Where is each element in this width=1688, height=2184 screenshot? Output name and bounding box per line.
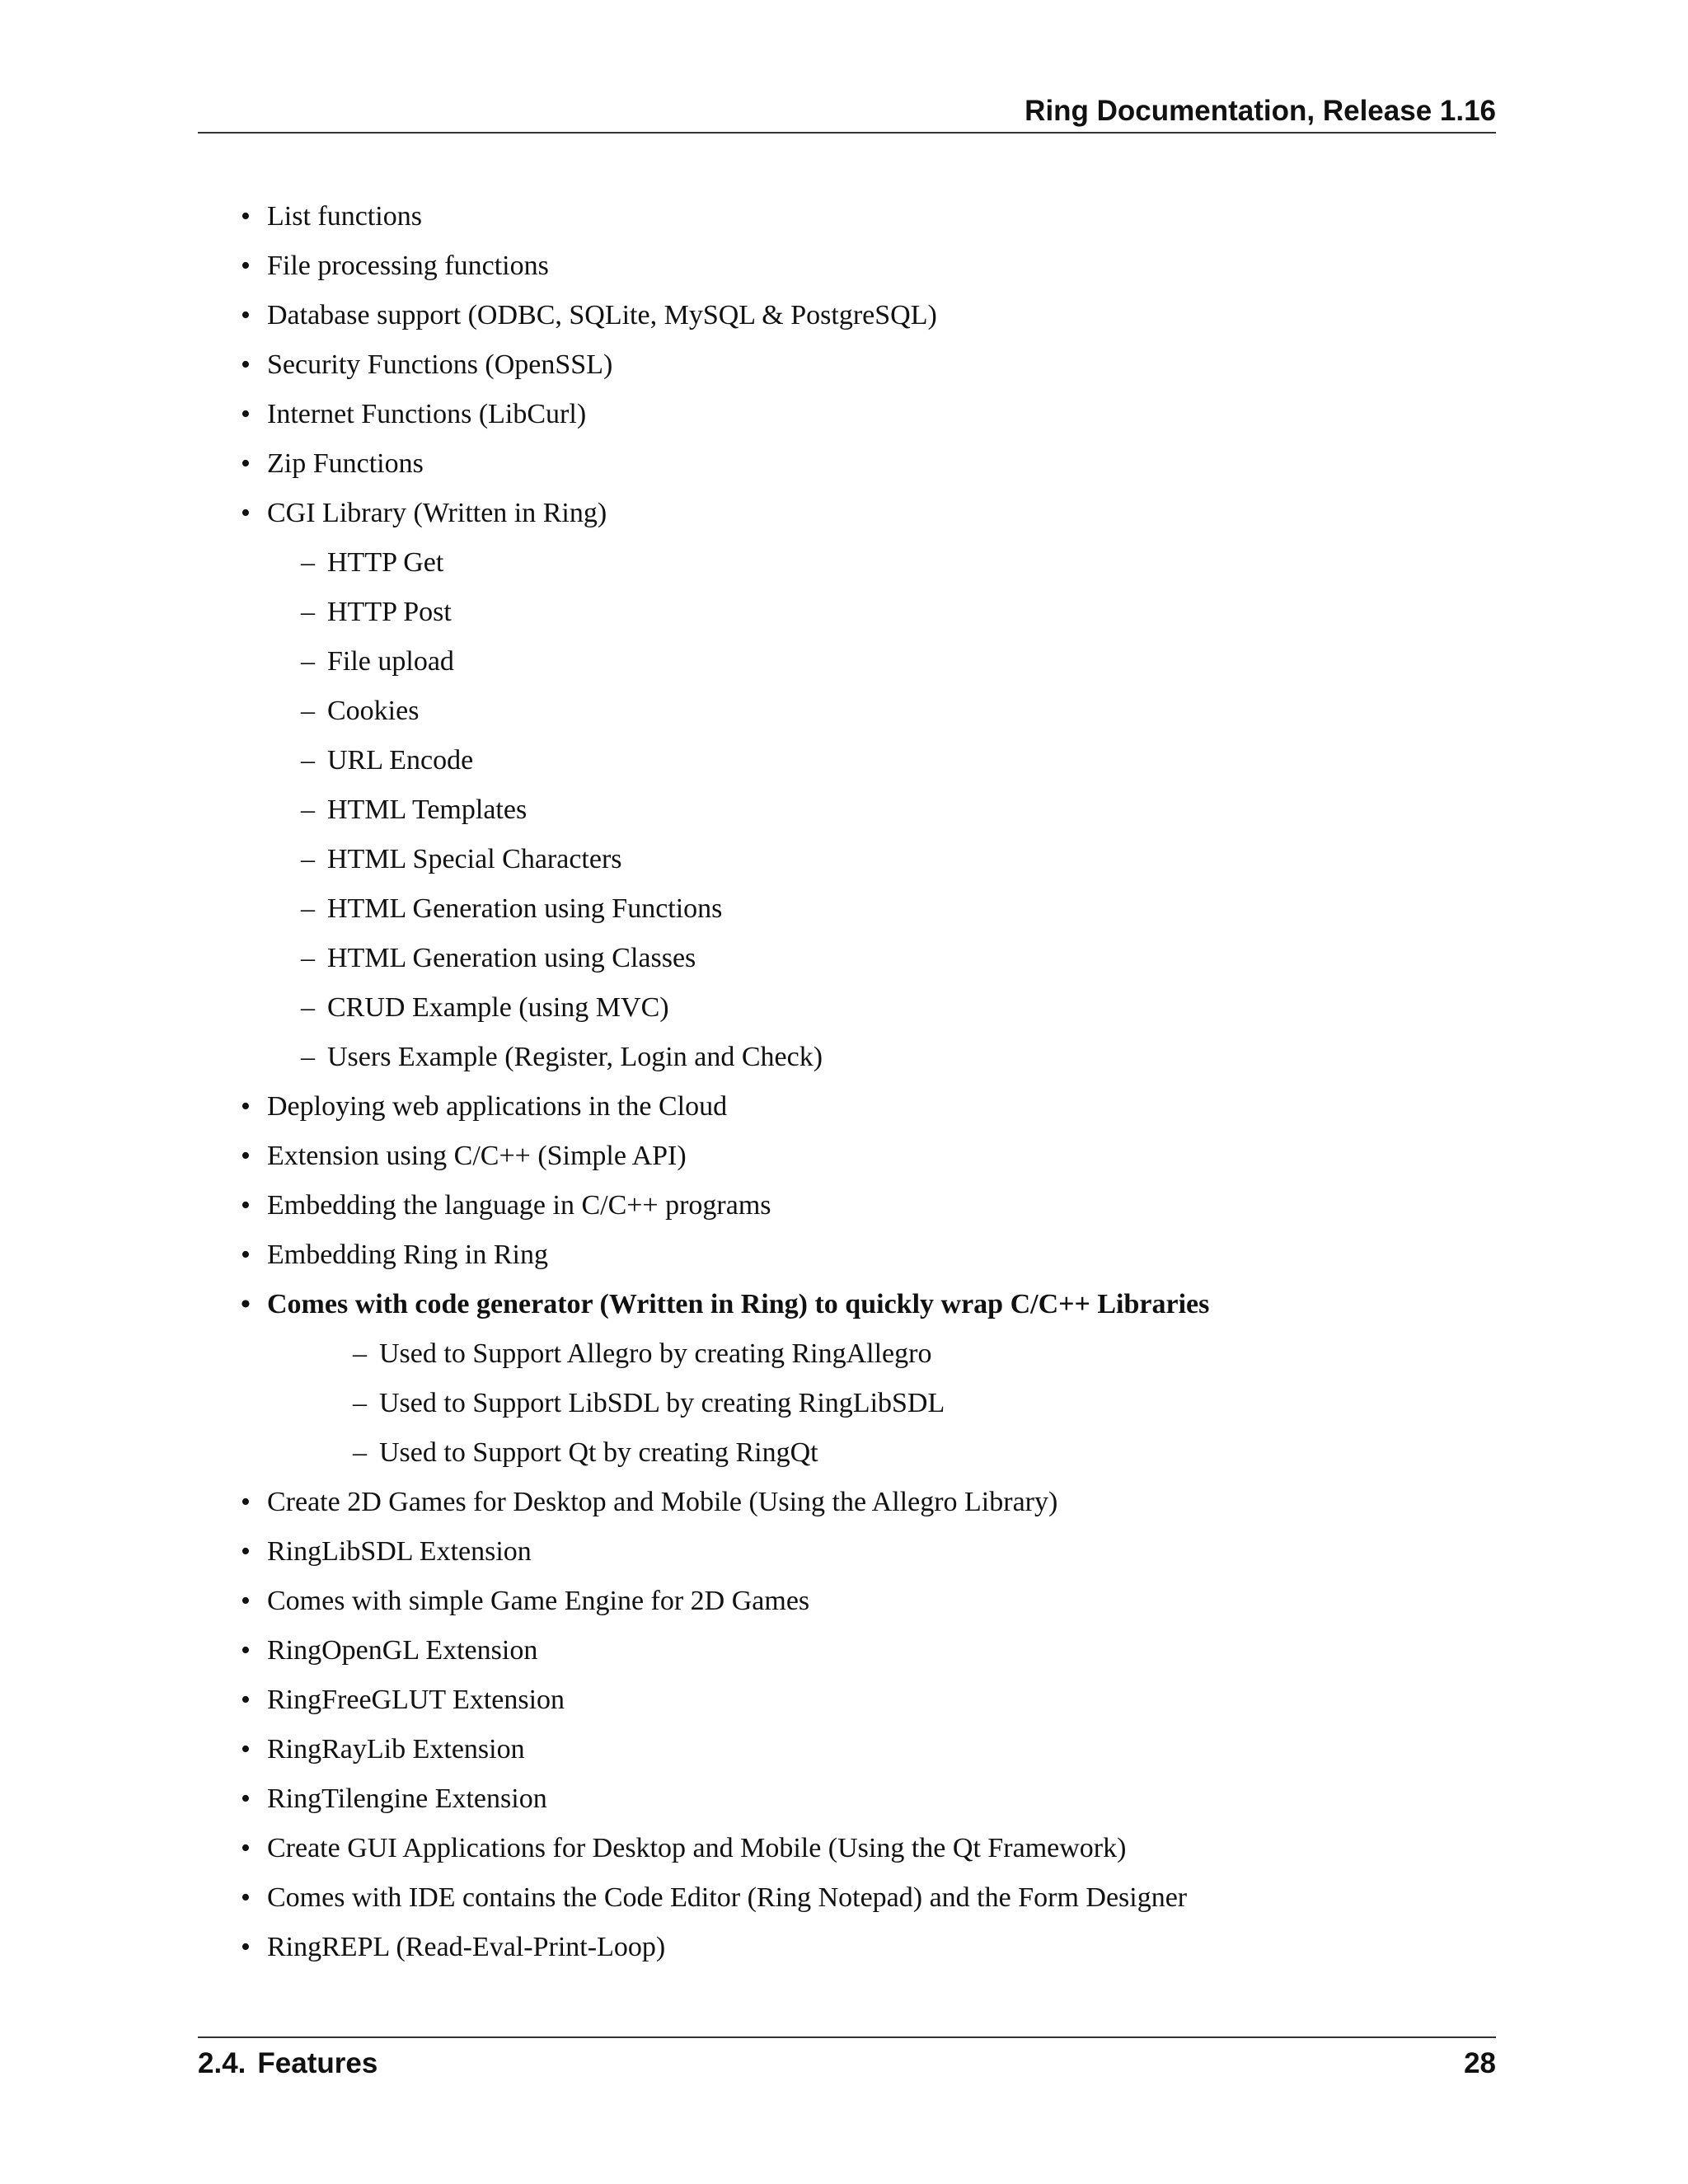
dash-marker: – [301, 943, 315, 973]
feature-text: HTML Special Characters [327, 844, 622, 874]
feature-text: Used to Support LibSDL by creating RingLibSDL [379, 1388, 945, 1418]
feature-list-item [198, 1280, 1496, 1329]
dash-marker: – [301, 992, 315, 1023]
feature-text: RingREPL (Read-Eval-Print-Loop) [267, 1932, 666, 1962]
feature-list-item [198, 439, 1496, 489]
feature-text: RingTilengine Extension [267, 1783, 547, 1814]
feature-sub-item [198, 983, 1496, 1033]
feature-text: RingLibSDL Extension [267, 1536, 532, 1567]
bullet-marker: • [241, 399, 251, 429]
dash-marker: – [301, 794, 315, 825]
bullet-marker: • [241, 251, 251, 281]
feature-text: Used to Support Qt by creating RingQt [379, 1437, 818, 1468]
feature-list-item [198, 1725, 1496, 1774]
page-number: 28 [1464, 2047, 1496, 2079]
section-title: Features [257, 2047, 378, 2079]
feature-text: RingFreeGLUT Extension [267, 1685, 565, 1715]
bullet-marker: • [241, 1833, 251, 1863]
feature-text: Deploying web applications in the Cloud [267, 1091, 728, 1122]
page-header [198, 91, 1496, 134]
document-title: Ring Documentation, Release 1.16 [1025, 95, 1496, 127]
feature-list-item [198, 1577, 1496, 1626]
bullet-marker: • [241, 1734, 251, 1765]
feature-sub-item [198, 588, 1496, 637]
feature-text: Extension using C/C++ (Simple API) [267, 1141, 687, 1171]
feature-text: CGI Library (Written in Ring) [267, 498, 607, 528]
feature-list-item [198, 1181, 1496, 1230]
feature-text: Comes with simple Game Engine for 2D Games [267, 1586, 810, 1616]
bullet-marker: • [241, 1141, 251, 1171]
page-footer [198, 2036, 1496, 2079]
feature-text: CRUD Example (using MVC) [327, 992, 669, 1023]
feature-sub-item [198, 687, 1496, 736]
feature-text: List functions [267, 201, 422, 232]
feature-sub-item [198, 884, 1496, 934]
feature-list-item [198, 1774, 1496, 1824]
feature-text: RingRayLib Extension [267, 1734, 525, 1765]
feature-text: Cookies [327, 696, 420, 726]
feature-sub-item [198, 835, 1496, 884]
feature-text: Security Functions (OpenSSL) [267, 349, 613, 380]
feature-text: File processing functions [267, 251, 549, 281]
bullet-marker: • [241, 498, 251, 528]
feature-text: Database support (ODBC, SQLite, MySQL & PostgreSQL) [267, 300, 937, 330]
feature-text: Create 2D Games for Desktop and Mobile (Using the Allegro Library) [267, 1487, 1058, 1517]
feature-list-item [198, 1873, 1496, 1923]
dash-marker: – [301, 844, 315, 874]
feature-text: Comes with code generator (Written in Ring) to quickly wrap C/C++ Libraries [267, 1289, 1210, 1319]
bullet-marker: • [241, 1635, 251, 1666]
feature-sub-item [198, 1379, 1496, 1428]
feature-sub-item [198, 538, 1496, 588]
section-number: 2.4. [198, 2047, 246, 2079]
feature-list-item [198, 291, 1496, 340]
feature-text: Internet Functions (LibCurl) [267, 399, 587, 429]
dash-marker: – [353, 1388, 367, 1418]
bullet-marker: • [241, 1190, 251, 1221]
bullet-marker: • [241, 1586, 251, 1616]
feature-list-item [198, 241, 1496, 291]
feature-sub-item [198, 1033, 1496, 1082]
feature-text: Used to Support Allegro by creating RingAllegro [379, 1338, 932, 1369]
feature-list-item [198, 1824, 1496, 1873]
dash-marker: – [301, 696, 315, 726]
feature-text: Embedding Ring in Ring [267, 1240, 548, 1270]
feature-list-item [198, 192, 1496, 241]
feature-text: HTML Generation using Functions [327, 893, 723, 924]
feature-text: HTML Generation using Classes [327, 943, 696, 973]
feature-text: Zip Functions [267, 448, 424, 479]
bullet-marker: • [241, 1289, 251, 1319]
feature-list [198, 192, 1496, 1972]
feature-text: Comes with IDE contains the Code Editor (Ring Notepad) and the Form Designer [267, 1882, 1188, 1913]
dash-marker: – [301, 547, 315, 578]
dash-marker: – [353, 1338, 367, 1369]
feature-list-item [198, 340, 1496, 390]
feature-text: File upload [327, 646, 454, 677]
bullet-marker: • [241, 349, 251, 380]
bullet-marker: • [241, 300, 251, 330]
feature-list-item [198, 1675, 1496, 1725]
feature-list-item [198, 1132, 1496, 1181]
bullet-marker: • [241, 1932, 251, 1962]
bullet-marker: • [241, 1536, 251, 1567]
feature-text: HTTP Post [327, 597, 452, 627]
feature-text: Users Example (Register, Login and Check) [327, 1042, 823, 1072]
dash-marker: – [353, 1437, 367, 1468]
feature-text: Embedding the language in C/C++ programs [267, 1190, 771, 1221]
feature-sub-item [198, 934, 1496, 983]
dash-marker: – [301, 745, 315, 776]
feature-sub-item [198, 1428, 1496, 1478]
bullet-marker: • [241, 448, 251, 479]
feature-text: URL Encode [327, 745, 474, 776]
dash-marker: – [301, 893, 315, 924]
footer-section [198, 2043, 377, 2084]
bullet-marker: • [241, 201, 251, 232]
bullet-marker: • [241, 1091, 251, 1122]
feature-text: RingOpenGL Extension [267, 1635, 538, 1666]
dash-marker: – [301, 1042, 315, 1072]
dash-marker: – [301, 646, 315, 677]
feature-sub-item [198, 736, 1496, 785]
feature-list-item [198, 390, 1496, 439]
feature-sub-item [198, 1329, 1496, 1379]
bullet-marker: • [241, 1783, 251, 1814]
feature-list-item [198, 1230, 1496, 1280]
bullet-marker: • [241, 1487, 251, 1517]
bullet-marker: • [241, 1882, 251, 1913]
feature-text: Create GUI Applications for Desktop and Mobile (Using the Qt Framework) [267, 1833, 1127, 1863]
bullet-marker: • [241, 1240, 251, 1270]
feature-text: HTML Templates [327, 794, 528, 825]
feature-list-item [198, 489, 1496, 538]
feature-list-item [198, 1923, 1496, 1972]
dash-marker: – [301, 597, 315, 627]
feature-list-item [198, 1527, 1496, 1577]
feature-text: HTTP Get [327, 547, 444, 578]
bullet-marker: • [241, 1685, 251, 1715]
feature-list-item [198, 1626, 1496, 1675]
feature-sub-item [198, 785, 1496, 835]
feature-list-item [198, 1082, 1496, 1132]
feature-list-item [198, 1478, 1496, 1527]
feature-sub-item [198, 637, 1496, 687]
